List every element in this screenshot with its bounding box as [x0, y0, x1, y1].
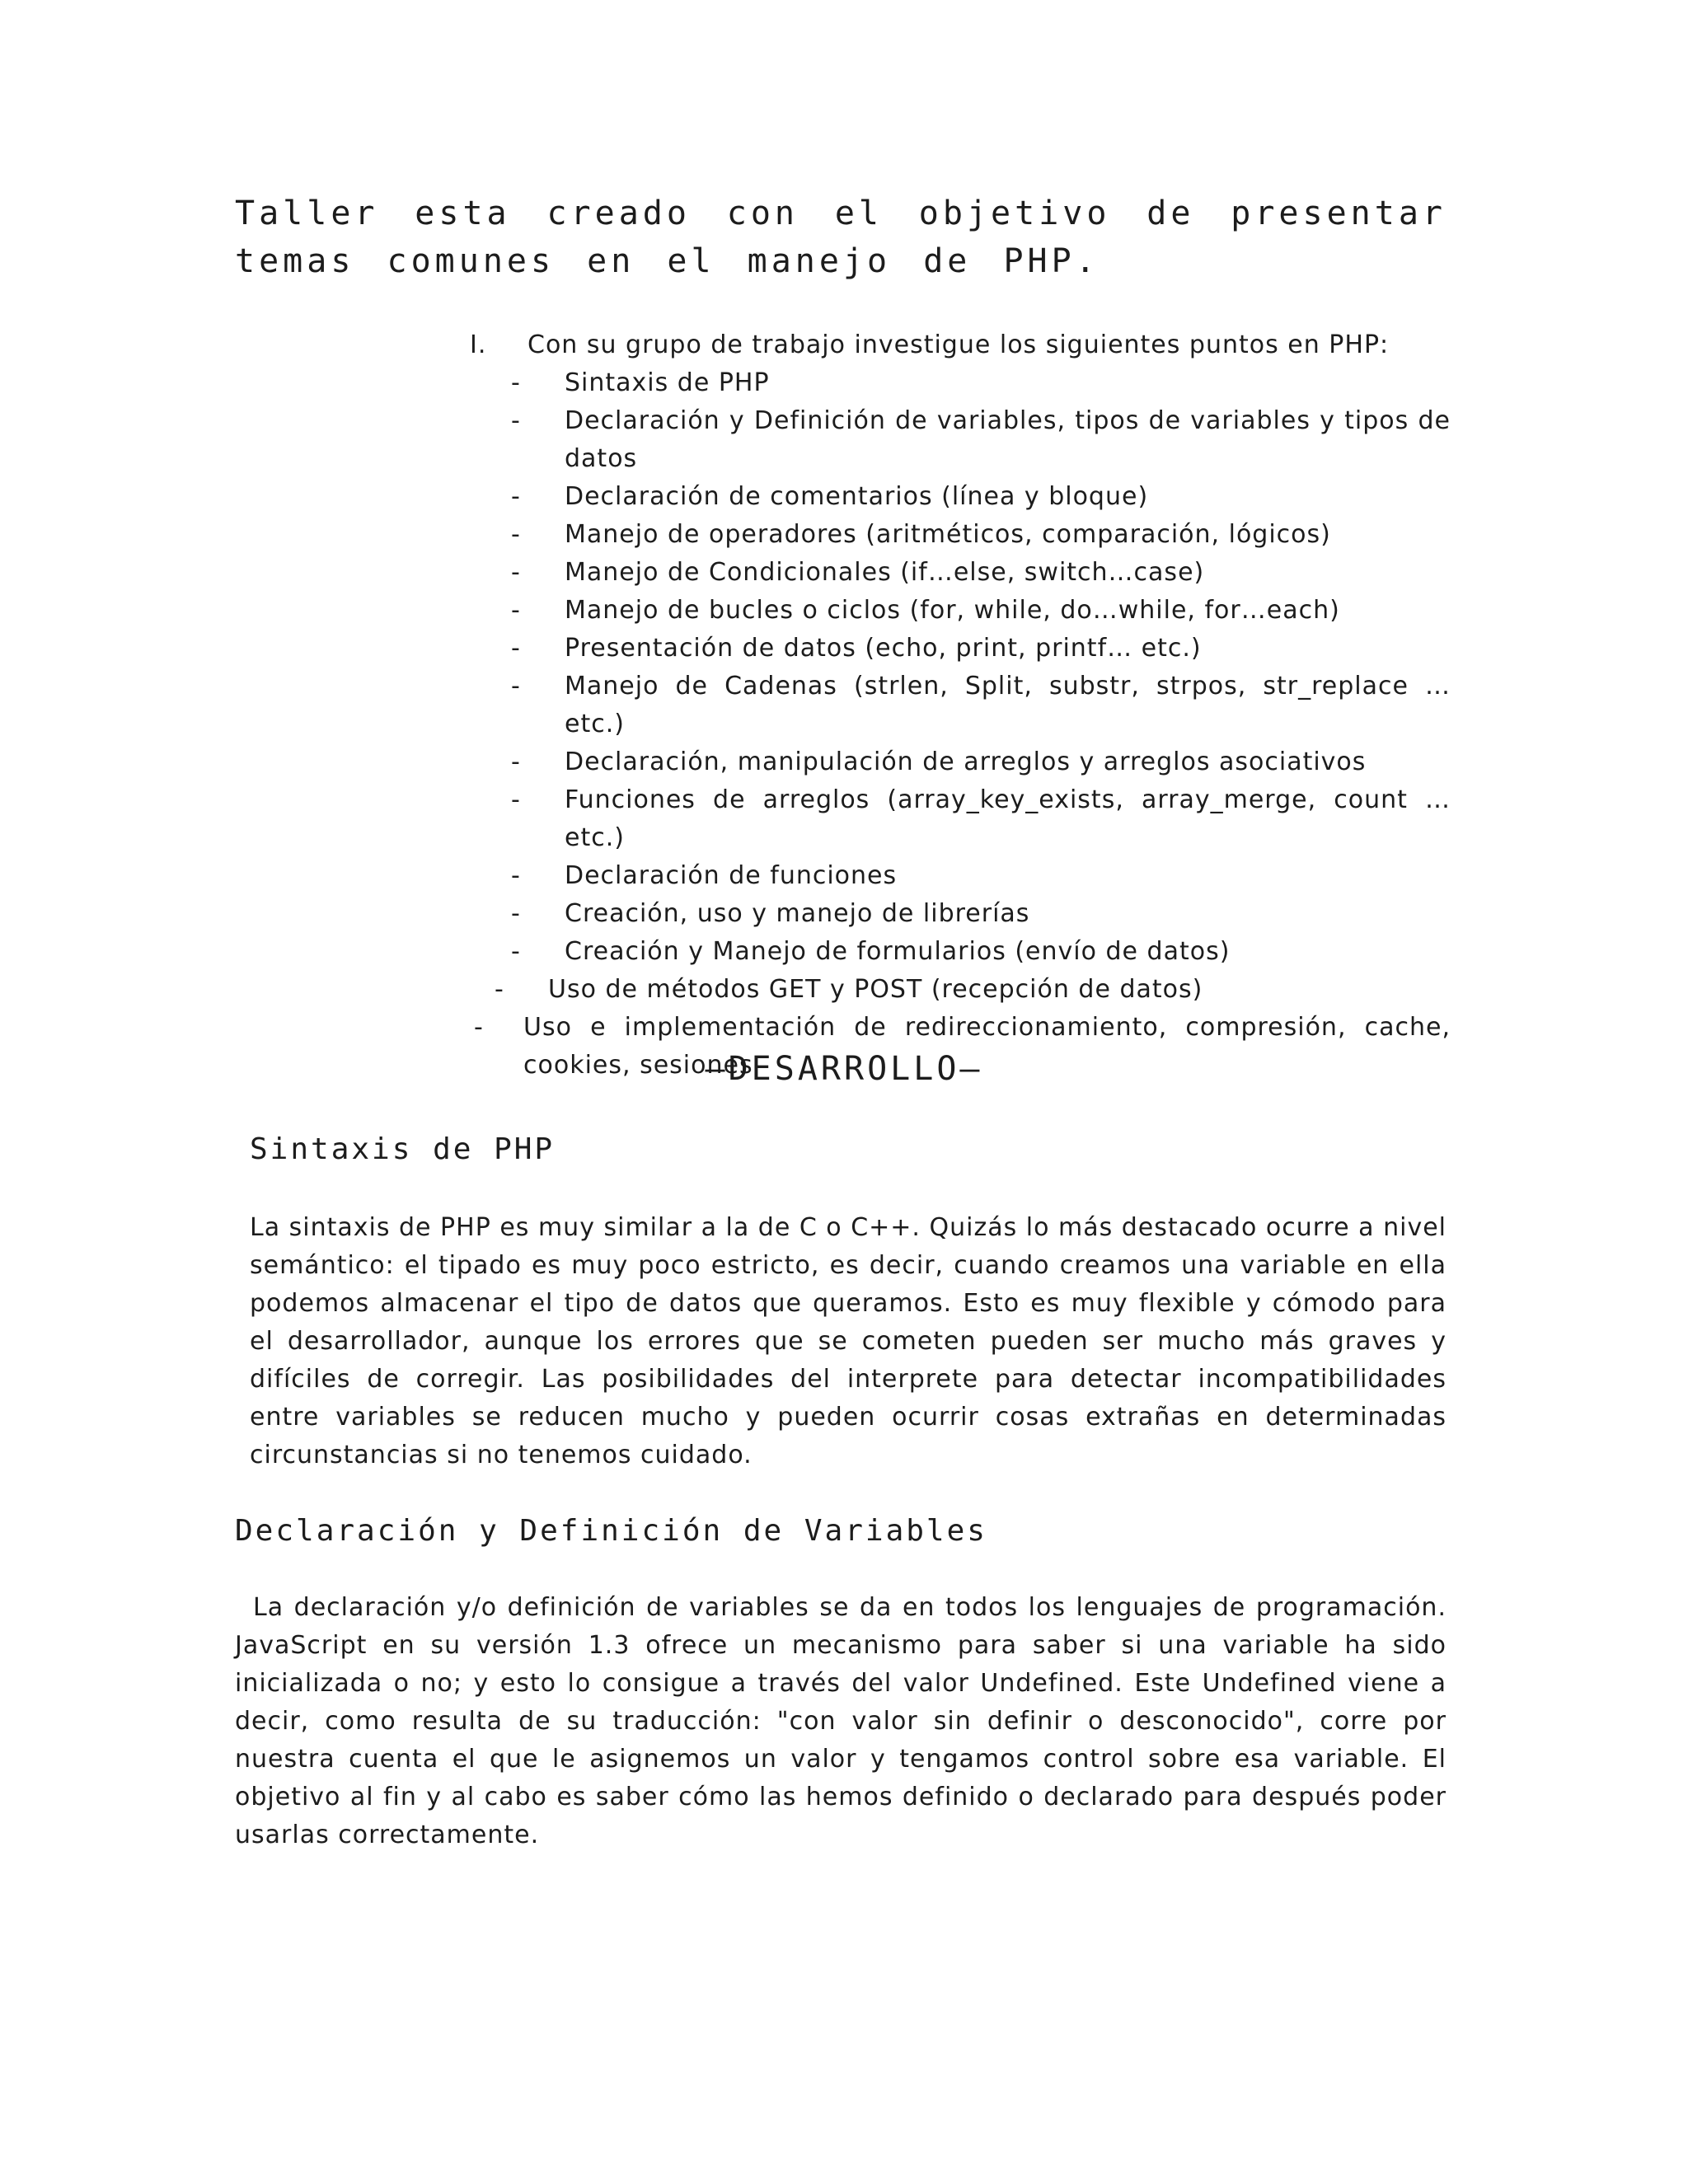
list-item-text: Declaración de funciones [565, 861, 898, 890]
bullet-dash: - [511, 368, 521, 397]
list-item-text: Manejo de operadores (aritméticos, comparación, lógicos) [565, 520, 1331, 549]
section-body-variables: La declaración y/o definición de variables se da en todos los lenguajes de programación. JavaScript en su versión 1.3 ofrece un mecanismo para saber si una variable ha sido inicializada o no; y esto lo consigue a través del valor Undefined. Este Undefined viene a decir, como resulta de su traducción: "con valor sin definir o desconocido", corre por nuestra cuenta el que le asignemos un valor y tengamos control sobre esa variable. El objetivo al fin y al cabo es saber cómo las hemos definido o declarado para después poder usarlas correctamente. [235, 1593, 1447, 1849]
development-title: —DESARROLLO— [705, 1050, 983, 1088]
bullet-dash: - [511, 558, 521, 587]
list-item [470, 668, 1451, 743]
list-item [470, 592, 1451, 630]
bullet-dash: - [511, 748, 521, 776]
list-item-text: Uso e implementación de redireccionamiento, compresión, cache, cookies, sesiones [523, 1013, 1451, 1080]
bullet-dash: - [511, 596, 521, 625]
list-item [470, 971, 1451, 1009]
list-item-text: Creación y Manejo de formularios (envío de datos) [565, 937, 1231, 966]
bullet-dash: - [511, 406, 521, 435]
list-item [470, 895, 1451, 933]
bullet-dash: - [511, 520, 521, 549]
list-item-text: Manejo de bucles o ciclos (for, while, do…while, for…each) [565, 596, 1340, 625]
section-title-syntax: Sintaxis de PHP [250, 1132, 556, 1166]
list-item [470, 743, 1451, 781]
task-heading-text: Con su grupo de trabajo investigue los siguientes puntos en PHP: [528, 330, 1390, 359]
list-item [470, 364, 1451, 402]
list-item-text: Declaración de comentarios (línea y bloque) [565, 482, 1149, 511]
bullet-dash: - [495, 975, 504, 1004]
task-list [470, 326, 1451, 1085]
list-item [470, 630, 1451, 668]
list-item [470, 554, 1451, 592]
task-bullets [470, 364, 1451, 1085]
intro-heading: Taller esta creado con el objetivo de presentar temas comunes en el manejo de PHP. [235, 194, 1447, 280]
section-body-syntax: La sintaxis de PHP es muy similar a la de C o C++. Quizás lo más destacado ocurre a nivel semántico: el tipado es muy poco estricto, es decir, cuando creamos una variable en ella podemos almacenar el tipo de datos que queramos. Esto es muy flexible y cómodo para el desarrollador, aunque los errores que se cometen pueden ser mucho más graves y difíciles de corregir. Las posibilidades del interprete para detectar incompatibilidades entre variables se reducen mucho y pueden ocurrir cosas extrañas en determinadas circunstancias si no tenemos cuidado. [250, 1213, 1447, 1469]
list-item-text: Presentación de datos (echo, print, printf… etc.) [565, 634, 1202, 663]
list-item-text: Uso de métodos GET y POST (recepción de datos) [548, 975, 1203, 1004]
bullet-dash: - [511, 861, 521, 890]
list-item [470, 933, 1451, 971]
bullet-dash: - [511, 785, 521, 814]
list-item-text: Declaración, manipulación de arreglos y arreglos asociativos [565, 748, 1367, 776]
bullet-dash: - [511, 672, 521, 701]
list-item [470, 516, 1451, 554]
list-item [470, 478, 1451, 516]
bullet-dash: - [511, 482, 521, 511]
bullet-dash: - [511, 937, 521, 966]
section-title-variables: Declaración y Definición de Variables [235, 1514, 987, 1548]
task-heading [470, 326, 1451, 364]
bullet-dash: - [511, 634, 521, 663]
list-item [470, 781, 1451, 857]
list-item-text: Manejo de Condicionales (if…else, switch…case) [565, 558, 1205, 587]
list-item [470, 857, 1451, 895]
list-item [470, 402, 1451, 478]
list-item-text: Manejo de Cadenas (strlen, Split, substr, strpos, str_replace … etc.) [565, 672, 1451, 738]
bullet-dash: - [511, 899, 521, 928]
bullet-dash: - [474, 1013, 484, 1042]
list-item-text: Sintaxis de PHP [565, 368, 770, 397]
list-item-text: Declaración y Definición de variables, tipos de variables y tipos de datos [565, 406, 1451, 473]
list-item-text: Creación, uso y manejo de librerías [565, 899, 1030, 928]
list-item-text: Funciones de arreglos (array_key_exists, array_merge, count … etc.) [565, 785, 1451, 852]
task-number: I. [470, 330, 487, 359]
